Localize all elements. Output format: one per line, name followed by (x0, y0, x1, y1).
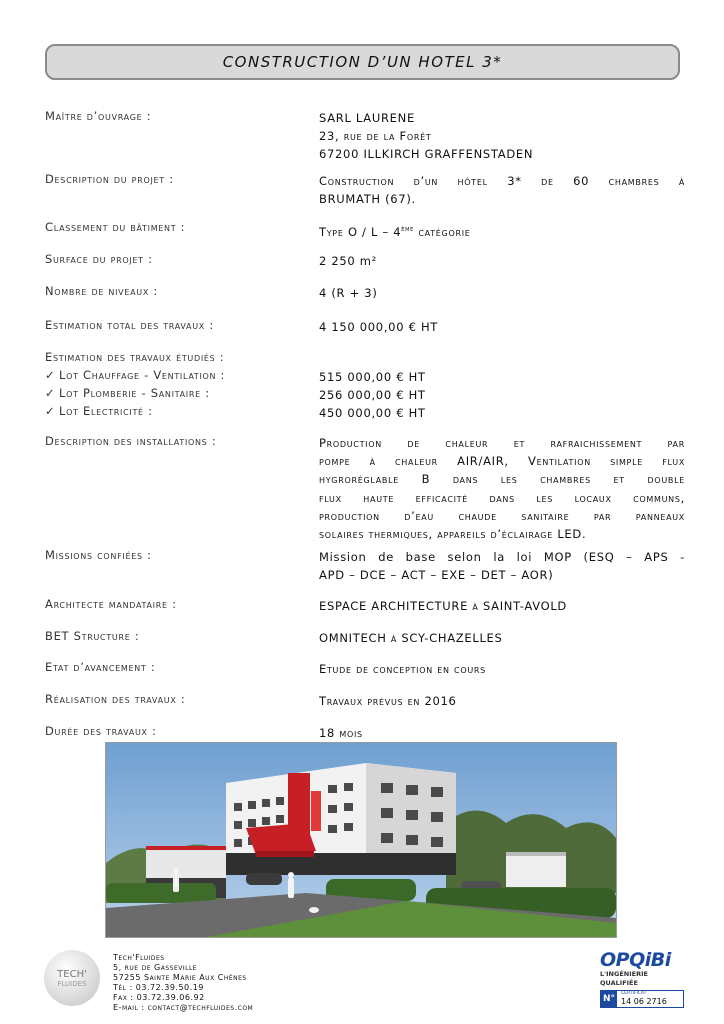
field-value: OMNITECH à SCY-CHAZELLES (319, 631, 503, 645)
field-label: BET Structure : (45, 629, 140, 643)
logo-text-line-1: TECH' (57, 968, 87, 980)
field-value (319, 109, 685, 163)
field-label: Estimation total des travaux : (45, 318, 214, 332)
installations-line: solaires thermiques, appareils d’éclairage LED. (319, 527, 587, 542)
lot-label-chauffage: ✓ Lot Chauffage - Ventilation : (45, 368, 226, 382)
phone-number: Tél : 03.72.39.50.19 (113, 983, 204, 992)
field-value: 18 mois (319, 726, 363, 740)
field-label: Estimation des travaux étudiés : (45, 350, 225, 364)
page-title: CONSTRUCTION D’UN HOTEL 3* (222, 53, 503, 71)
missions-line-2: APD – DCE – ACT – EXE – DET – AOR) (319, 568, 554, 583)
cert-details (617, 991, 667, 1007)
classement-suffix: catégorie (414, 224, 471, 239)
lot-value-chauffage: 515 000,00 € HT (319, 370, 426, 384)
field-value (319, 548, 685, 584)
techfluides-logo (44, 950, 100, 1006)
email-address: E-mail : contact@techfluides.com (113, 1003, 254, 1012)
lot-label-electricite: ✓ Lot Electricité : (45, 404, 153, 418)
lot-value-electricite: 450 000,00 € HT (319, 406, 426, 420)
field-label: Surface du projet : (45, 252, 153, 266)
address-line-2: 57255 Sainte Marie Aux Chênes (113, 973, 247, 982)
cert-word: CERTIFICAT (621, 991, 647, 996)
field-value: Travaux prévus en 2016 (319, 694, 457, 708)
field-label: Missions confiées : (45, 548, 152, 562)
field-value: 2 250 m² (319, 254, 377, 268)
owner-name: SARL LAURENE (319, 111, 415, 125)
cert-number: 14 06 2716 (621, 997, 667, 1006)
field-label: Description du projet : (45, 172, 174, 186)
installations-line: pompe à chaleur AIR/AIR, Ventilation simple flux (319, 454, 685, 469)
opqibi-certificate-box (600, 990, 684, 1008)
checkmark-icon: ✓ (45, 386, 56, 400)
field-value (319, 220, 685, 241)
field-value (319, 172, 685, 208)
installations-line: hygroréglable B dans les chambres et double (319, 472, 685, 487)
field-value: 4 (R + 3) (319, 286, 378, 300)
owner-street: 23, rue de la Forêt (319, 129, 432, 143)
opqibi-tagline: L'INGÉNIERIE QUALIFIÉE (600, 970, 648, 987)
logo-text-line-2: FLUIDES (57, 979, 87, 988)
field-label: Etat d’avancement : (45, 660, 156, 674)
field-estimation-etudies (45, 350, 685, 420)
field-value: Etude de conception en cours (319, 662, 486, 676)
hotel-rendering-illustration (106, 743, 616, 937)
lot-label-plomberie: ✓ Lot Plomberie - Sanitaire : (45, 386, 210, 400)
field-label: Nombre de niveaux : (45, 284, 158, 298)
field-value: 4 150 000,00 € HT (319, 320, 439, 334)
field-label: Architecte mandataire : (45, 597, 177, 611)
owner-city: 67200 ILLKIRCH GRAFFENSTADEN (319, 147, 534, 161)
checkmark-icon: ✓ (45, 368, 56, 382)
cert-number-label: N° (601, 991, 617, 1007)
opqibi-certification-logo (600, 950, 684, 1006)
opqibi-brand: OPQiBi (600, 949, 671, 971)
missions-line-1: Mission de base selon la loi MOP (ESQ – APS - (319, 550, 685, 564)
field-label: Durée des travaux : (45, 724, 157, 738)
installations-line: flux haute efficacité dans les locaux communs, (319, 490, 685, 505)
fax-number: Fax : 03.72.39.06.92 (113, 993, 205, 1002)
field-value (319, 434, 685, 543)
field-value: ESPACE ARCHITECTURE à SAINT-AVOLD (319, 599, 567, 613)
classement-prefix: Type O / L – 4 (319, 224, 402, 239)
footer-contact (113, 953, 253, 1013)
hotel-rendering-image (105, 742, 617, 938)
field-label: Description des installations : (45, 434, 217, 448)
classement-sup: ème (401, 225, 415, 233)
lot-value-plomberie: 256 000,00 € HT (319, 388, 426, 402)
field-label: Maître d’ouvrage : (45, 109, 152, 123)
field-label: Réalisation des travaux : (45, 692, 186, 706)
field-label: Classement du bâtiment : (45, 220, 186, 234)
address-line-1: 5, rue de Gasseville (113, 963, 198, 972)
company-name: Tech'Fluides (113, 953, 165, 962)
title-banner (45, 44, 680, 80)
description-line-1: Construction d’un hôtel 3* de 60 chambres à (319, 174, 685, 188)
checkmark-icon: ✓ (45, 404, 56, 418)
installations-line: production d’eau chaude sanitaire par panneaux (319, 508, 685, 523)
description-line-2: BRUMATH (67). (319, 192, 416, 207)
installations-line: Production de chaleur et rafraichissement par (319, 436, 685, 450)
